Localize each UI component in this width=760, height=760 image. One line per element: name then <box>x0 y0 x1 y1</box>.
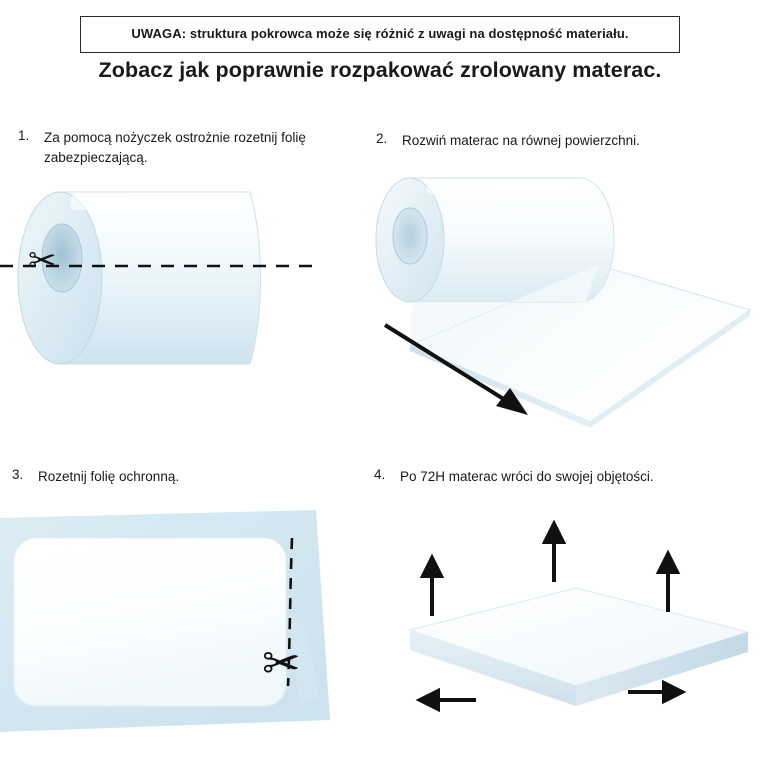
step-3-illustration <box>0 500 340 750</box>
step-2-illustration <box>350 160 760 430</box>
step-2-text: Rozwiń materac na równej powierzchni. <box>402 133 640 148</box>
scissors-icon: ✂ <box>28 242 57 280</box>
step-2-number: 2. <box>376 131 388 146</box>
step-4-illustration <box>350 520 750 750</box>
flat-mattress-foil-cut-icon <box>0 500 340 750</box>
step-1-illustration <box>0 170 340 410</box>
scissors-icon: ✂ <box>262 637 301 689</box>
step-3-text: Rozetnij folię ochronną. <box>38 469 180 484</box>
page-title: Zobacz jak poprawnie rozpakować zrolowany materac. <box>98 58 662 82</box>
unrolling-mattress-icon <box>350 160 760 430</box>
notice-banner <box>80 16 680 53</box>
mattress-expanding-icon <box>350 520 750 750</box>
rolled-mattress-cut-icon <box>0 170 340 410</box>
step-1-text: Za pomocą nożyczek ostrożnie rozetnij folię zabezpieczającą. <box>44 130 306 165</box>
step-4-text: Po 72H materac wróci do swojej objętości. <box>400 469 654 484</box>
step-1-number: 1. <box>18 128 30 143</box>
notice-text: UWAGA: struktura pokrowca może się różnić z uwagi na dostępność materiału. <box>131 26 629 41</box>
step-3-number: 3. <box>12 467 24 482</box>
step-4-number: 4. <box>374 467 386 482</box>
